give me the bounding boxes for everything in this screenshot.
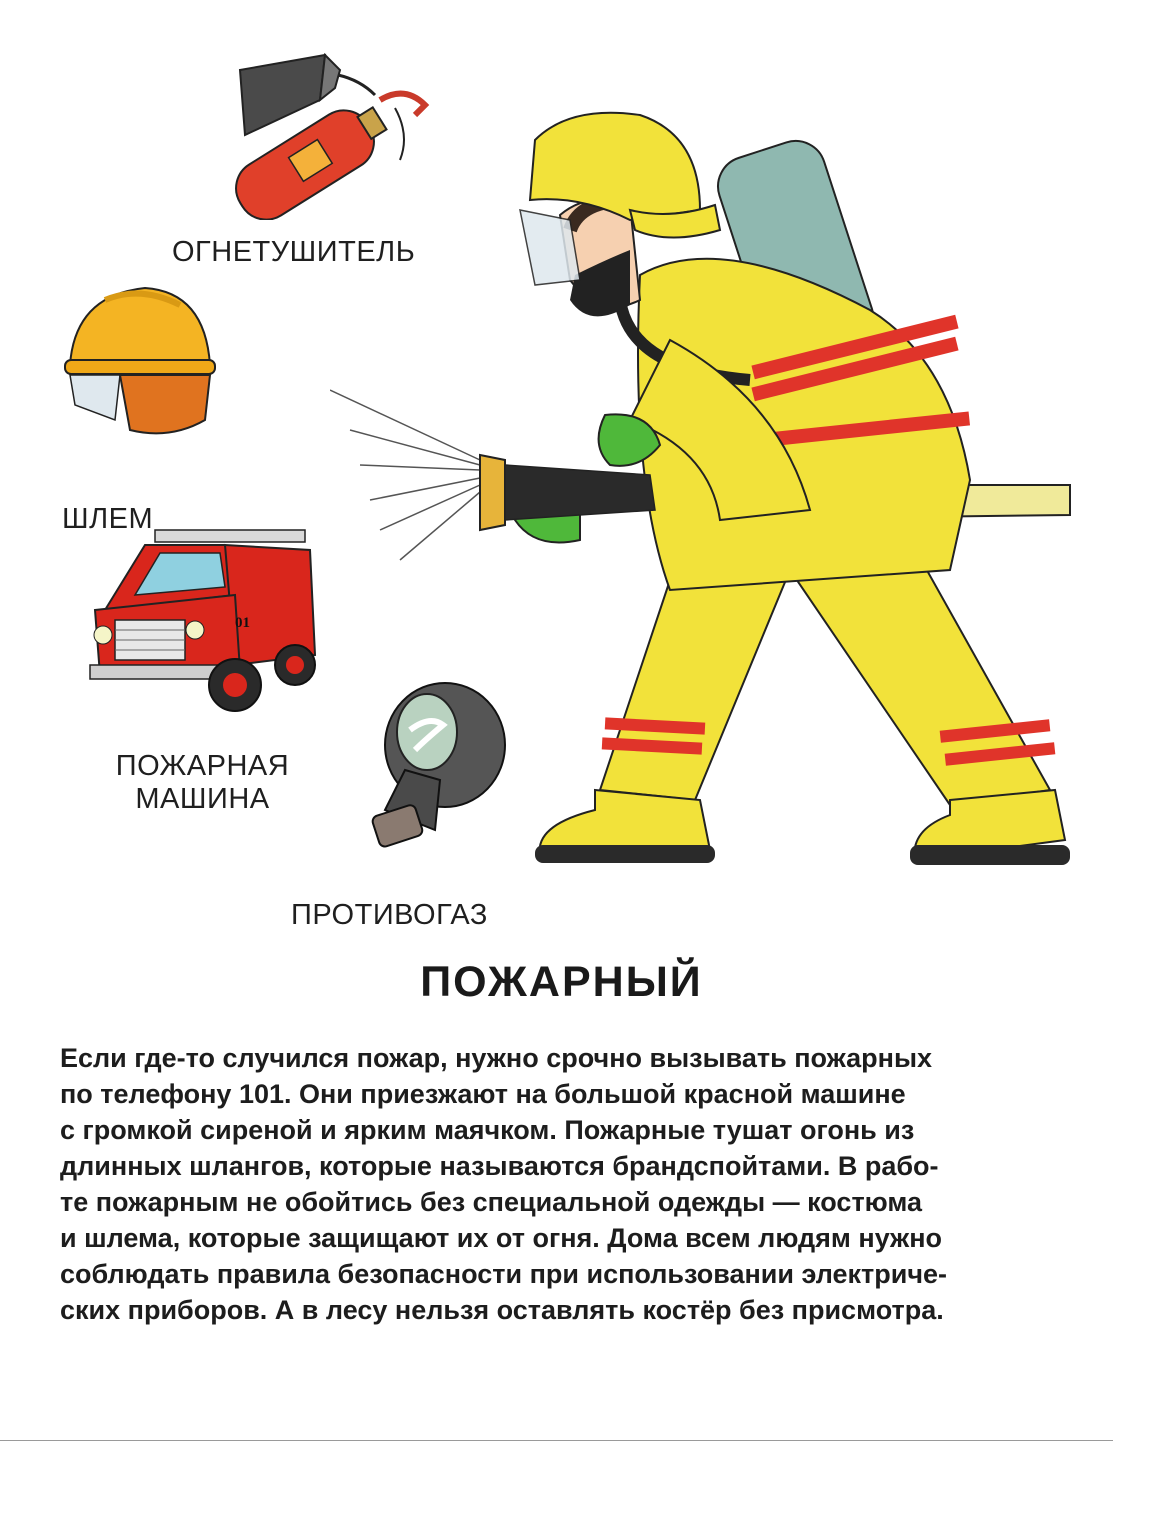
fire-truck-icon	[85, 525, 325, 715]
paragraph-line: с громкой сиреной и ярким маячком. Пожарные тушат огонь из	[60, 1115, 915, 1145]
truck-label-line1: ПОЖАРНАЯ	[115, 750, 290, 782]
divider	[0, 1440, 1113, 1441]
paragraph-line: те пожарным не обойтись без специальной одежды — костюма	[60, 1187, 922, 1217]
extinguisher-label: ОГНЕТУШИТЕЛЬ	[172, 236, 416, 268]
description-paragraph	[60, 1040, 1070, 1328]
truck-number: 01	[235, 615, 250, 631]
gas-mask-label: ПРОТИВОГАЗ	[291, 899, 488, 931]
truck-label-line2: МАШИНА	[135, 783, 270, 816]
paragraph-line: и шлема, которые защищают их от огня. Дома всем людям нужно	[60, 1223, 942, 1253]
fire-helmet-icon	[60, 280, 220, 445]
paragraph-line: соблюдать правила безопасности при использовании электриче-	[60, 1259, 948, 1289]
paragraph-line: ских приборов. А в лесу нельзя оставлять костёр без присмотра.	[60, 1295, 944, 1325]
paragraph-line: по телефону 101. Они приезжают на большой красной машине	[60, 1079, 906, 1109]
page-title: ПОЖАРНЫЙ	[420, 958, 703, 1006]
paragraph-line: Если где-то случился пожар, нужно срочно вызывать пожарных	[60, 1043, 933, 1073]
paragraph-line: длинных шлангов, которые называются брандспойтами. В рабо-	[60, 1151, 939, 1181]
helmet-label: ШЛЕМ	[62, 503, 154, 535]
firefighter-illustration	[330, 100, 1090, 890]
truck-label	[95, 750, 310, 817]
